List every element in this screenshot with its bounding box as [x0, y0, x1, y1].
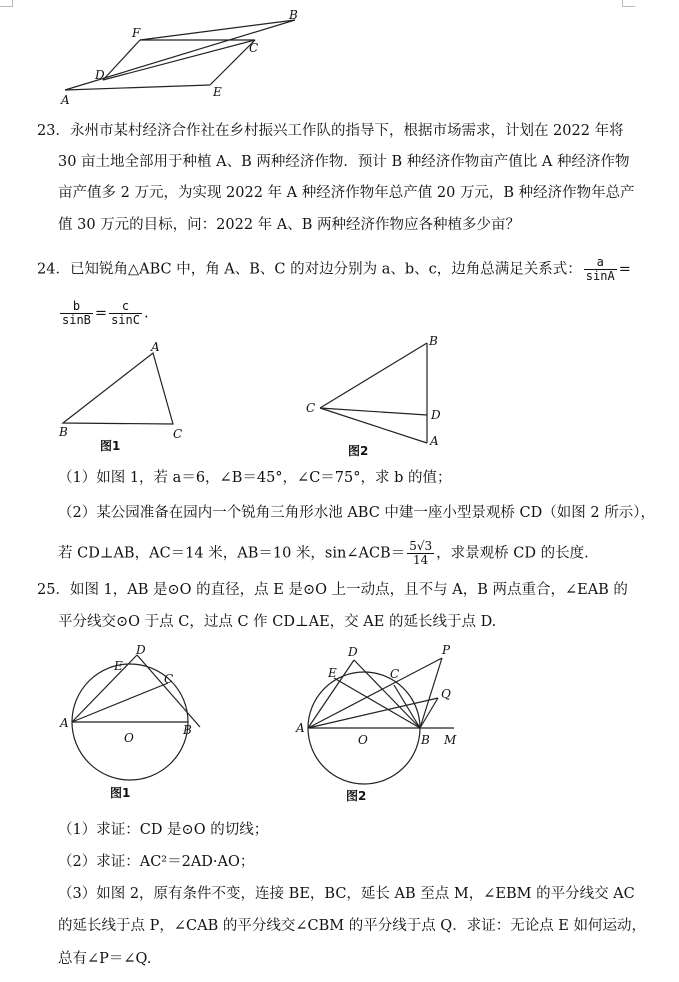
- frac3-den: sinC: [111, 313, 140, 327]
- fig25-2-label-O: O: [358, 733, 368, 747]
- q23-line-3: 亩产值多 2 万元，为实现 2022 年 A 种经济作物年总产值 20 万元，B 种经济作物年总产: [58, 185, 635, 201]
- q24-figure-2: [300, 335, 460, 460]
- frac4-den: 14: [413, 553, 429, 567]
- q24-part-1: （1）如图 1，若 a＝6，∠B＝45°，∠C＝75°，求 b 的值；: [58, 470, 452, 486]
- fig25-2-label-C: C: [390, 667, 400, 681]
- q25-part-3b: 的延长线于点 P，∠CAB 的平分线交∠CBM 的平分线于点 Q．求证：无论点 E 如何运动，: [58, 918, 646, 934]
- q25-figure-1: [60, 645, 210, 805]
- top-label-F: F: [132, 26, 141, 40]
- fig24-2-label-A: A: [430, 434, 439, 448]
- frac3-num: c: [109, 300, 142, 314]
- q24-line-1: [37, 256, 631, 283]
- eq-sign-1: =: [618, 261, 631, 278]
- fig24-2-label-D: D: [431, 408, 441, 422]
- top-label-E: E: [213, 85, 222, 99]
- fig25-2-label-B: B: [421, 733, 430, 747]
- q25-line-2: 平分线交⊙O 于点 C，过点 C 作 CD⊥AE，交 AE 的延长线于点 D.: [58, 614, 497, 630]
- fig24-1-label-C: C: [173, 427, 183, 441]
- fig25-2-label-E: E: [328, 666, 337, 680]
- fig24-2-caption: 图2: [348, 444, 369, 458]
- q25-part-2: （2）求证：AC²＝2AD·AO；: [58, 854, 255, 870]
- fig25-2-label-M: M: [444, 733, 457, 747]
- frac-c-sinC: [109, 300, 142, 327]
- q25-line-1: 25．如图 1，AB 是⊙O 的直径，点 E 是⊙O 上一动点，且不与 A，B 两点重合，∠EAB 的: [37, 582, 628, 598]
- q25-part-1: （1）求证：CD 是⊙O 的切线；: [58, 822, 269, 838]
- frac1-den: sinA: [585, 269, 615, 283]
- q25-part-3c: 总有∠P＝∠Q.: [58, 951, 152, 967]
- q25-part-3a: （3）如图 2，原有条件不变，连接 BE，BC，延长 AB 至点 M，∠EBM 的平分线交 AC: [58, 886, 635, 902]
- q24-line-2: [58, 300, 149, 327]
- top-label-D: D: [95, 68, 105, 82]
- fig25-2-label-P: P: [442, 643, 451, 657]
- frac1-num: a: [584, 256, 617, 270]
- corner-mark-right: [622, 0, 635, 7]
- top-label-B: B: [289, 8, 298, 22]
- fig25-1-caption: 图1: [110, 786, 131, 800]
- q23-line-4: 值 30 万元的目标，问：2022 年 A、B 两种经济作物应各种植多少亩？: [58, 217, 521, 233]
- fig24-2-label-C: C: [306, 401, 316, 415]
- q23-line-2: 30 亩土地全部用于种植 A、B 两种经济作物．预计 B 种经济作物亩产值比 A 种经济作物: [58, 154, 630, 170]
- frac2-den: sinB: [62, 313, 91, 327]
- q24-stem: 24．已知锐角△ABC 中，角 A、B、C 的对边分别为 a、b、c，边角总满足关系式：: [37, 261, 582, 278]
- fig25-1-label-O: O: [124, 731, 134, 745]
- q24-part-2b-post: ，求景观桥 CD 的长度.: [436, 545, 589, 562]
- fig25-2-label-A: A: [296, 721, 305, 735]
- fig25-2-caption: 图2: [346, 789, 367, 803]
- frac4-num: 5√3: [409, 539, 433, 553]
- fig25-2-label-Q: Q: [441, 687, 451, 701]
- q24-part-2a: （2）某公园准备在园内一个锐角三角形水池 ABC 中建一座小型景观桥 CD（如图 2 所示），: [58, 505, 655, 521]
- fig24-2-label-B: B: [429, 334, 438, 348]
- corner-mark-left: [0, 0, 13, 7]
- frac-a-sinA: [584, 256, 617, 283]
- frac-b-sinB: [60, 300, 93, 327]
- q24-part-2b: [58, 540, 589, 567]
- fig25-1-label-E: E: [114, 659, 123, 673]
- fig25-1-label-A: A: [60, 716, 69, 730]
- eq-sign-2: =: [94, 305, 108, 322]
- top-label-C: C: [249, 41, 259, 55]
- fig25-1-label-D: D: [136, 643, 146, 657]
- fig25-1-label-B: B: [183, 723, 192, 737]
- fig24-1-label-A: A: [151, 340, 160, 354]
- period: .: [143, 305, 149, 322]
- q24-part-2b-pre: 若 CD⊥AB，AC＝14 米，AB＝10 米，sin∠ACB＝: [58, 545, 406, 562]
- q25-figure-2: [294, 640, 469, 810]
- fig25-2-label-D: D: [348, 645, 358, 659]
- frac2-num: b: [60, 300, 93, 314]
- top-label-A: A: [61, 93, 70, 107]
- fig24-1-caption: 图1: [100, 439, 121, 453]
- fig25-1-label-C: C: [164, 672, 174, 686]
- fig24-1-label-B: B: [59, 425, 68, 439]
- q23-line-1: 23．永州市某村经济合作社在乡村振兴工作队的指导下，根据市场需求，计划在 2022 年将: [37, 123, 624, 139]
- frac-5root3-14: [407, 540, 434, 567]
- q24-figure-1: [55, 338, 205, 458]
- top-figure: [55, 5, 315, 110]
